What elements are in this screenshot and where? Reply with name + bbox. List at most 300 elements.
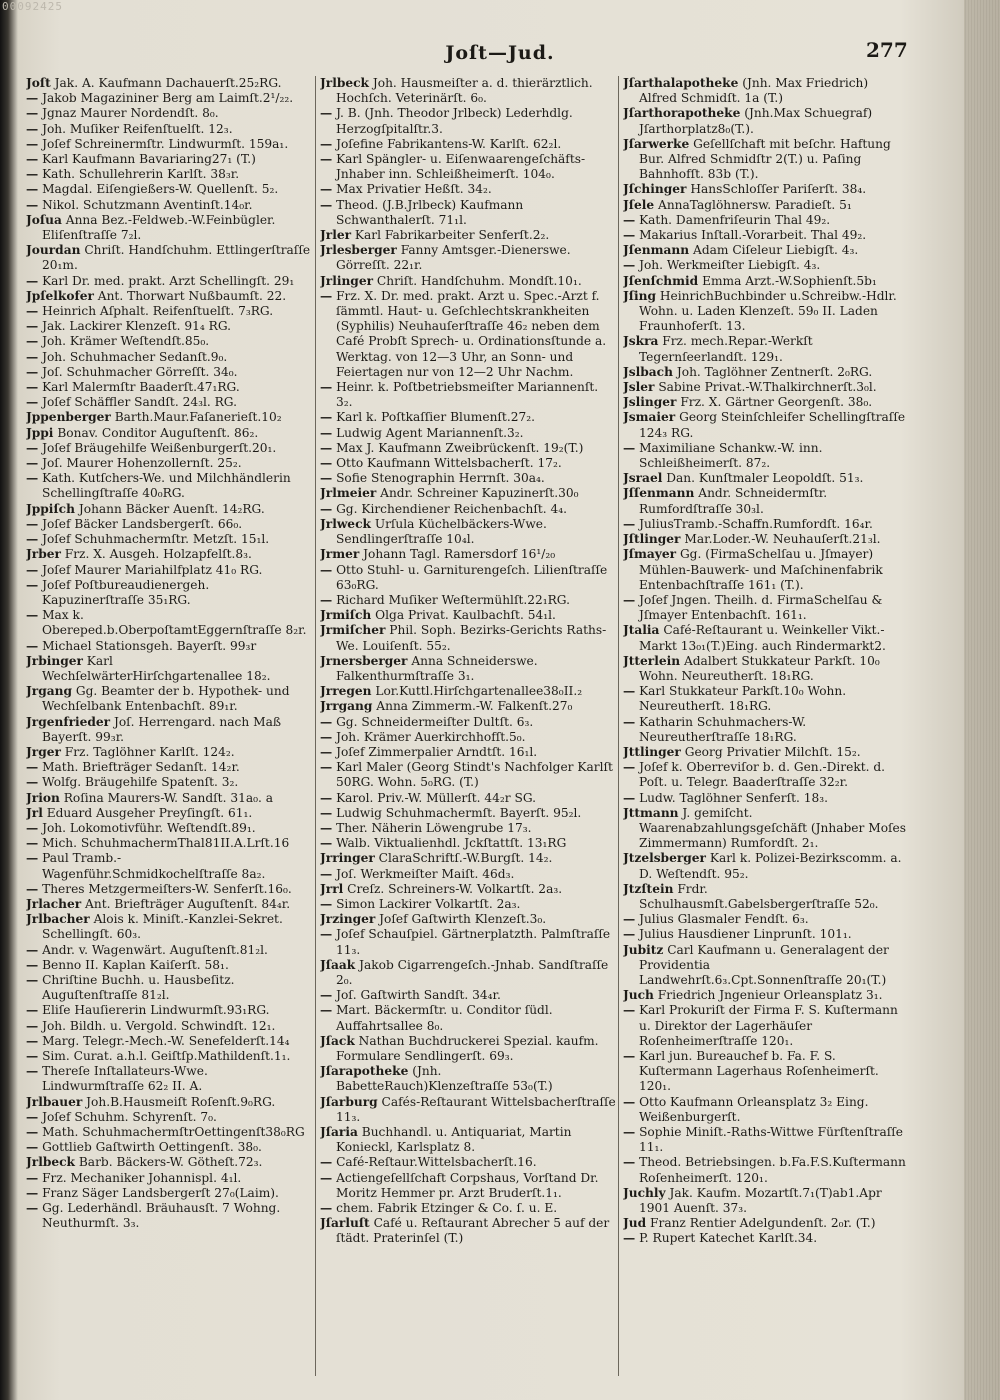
entry-surname: Jttlinger [623, 744, 681, 759]
entry-details: Creſz. Schreiners-W. Volkartſt. 2a₃. [347, 881, 563, 896]
entry-details: Makarius Inſtall.-Vorarbeit. Thal 49₂. [639, 228, 867, 243]
directory-entry [26, 1049, 312, 1064]
directory-entry [623, 806, 910, 852]
page-number: 277 [866, 38, 908, 62]
directory-entry [623, 1231, 910, 1246]
entry-details: Mar.Loder.-W. Neuhauſerſt.21₃l. [684, 532, 881, 547]
entry-details: Jakob Cigarrengeſch.-Jnhab. Sandſtraſſe 2₀. [336, 957, 609, 987]
entry-surname: — [26, 851, 39, 866]
entry-surname: Jſſenmann [623, 486, 695, 501]
entry-surname: — [26, 380, 39, 395]
entry-details: Simon Lackirer Volkartſt. 2a₃. [336, 896, 521, 911]
directory-entry [320, 897, 616, 912]
directory-entry [623, 243, 910, 258]
entry-details: Karl Malermſtr Baaderſt.47₁RG. [42, 380, 240, 395]
entry-details: Otto Stuhl- u. Garniturengeſch. Lilienſtraſſe 63₀RG. [336, 562, 608, 592]
entry-details: Karl Kaufmann Bavariaring27₁ (T.) [42, 152, 256, 167]
entry-surname: Jſmayer [623, 547, 677, 562]
entry-surname: — [320, 136, 333, 151]
entry-surname: Jrlmeier [320, 486, 377, 501]
entry-surname: — [320, 836, 333, 851]
entry-details: (Jnh. BabetteRauch)Klenzeſtraſſe 53₀(T.) [336, 1064, 553, 1094]
entry-details: Joh. Lokomotivführ. Weſtendſt.89₁. [42, 820, 256, 835]
entry-details: Math. Briefträger Sedanſt. 14₂r. [42, 760, 240, 775]
entry-surname: Jſaria [320, 1125, 358, 1140]
entry-surname: — [26, 577, 39, 592]
directory-entry [320, 608, 616, 623]
directory-entry [320, 791, 616, 806]
entry-details: Jakob Magazininer Berg am Laimſt.2¹/₂₂. [42, 91, 294, 106]
entry-details: Joſef Gaſtwirth Klenzeſt.3₀. [379, 912, 547, 927]
directory-entry [320, 228, 616, 243]
directory-entry [320, 1125, 616, 1155]
directory-entry [26, 836, 312, 851]
entry-details: Joſef Bäcker Landsbergerſt. 66₀. [42, 516, 243, 531]
entry-surname: — [320, 380, 333, 395]
directory-entry [26, 1186, 312, 1201]
entry-surname: — [320, 744, 333, 759]
entry-details: Bonav. Conditor Auguſtenſt. 86₂. [57, 425, 259, 440]
directory-entry [320, 1171, 616, 1201]
entry-surname: Jſarapotheke [320, 1064, 409, 1079]
entry-surname: — [26, 608, 39, 623]
directory-entry [26, 760, 312, 775]
directory-entry [320, 836, 616, 851]
entry-surname: — [623, 684, 636, 699]
directory-entry [623, 1125, 910, 1155]
entry-details: Andr. Schneidermſtr. Rumfordſtraſſe 30₃l. [639, 486, 828, 516]
entry-surname: — [320, 1003, 333, 1018]
entry-details: Julius Hausdiener Linprunſt. 101₁. [639, 927, 852, 942]
entry-details: Joſef Bräugehilfe Weißenburgerſt.20₁. [42, 440, 277, 455]
entry-surname: Jrber [26, 547, 61, 562]
entry-surname: — [26, 881, 39, 896]
entry-details: Ant. Briefträger Auguſtenſt. 84₄r. [85, 896, 291, 911]
entry-surname: Jrl [26, 805, 43, 820]
directory-entry [26, 791, 312, 806]
entry-details: Kath. Damenfriſeurin Thal 49₂. [639, 212, 831, 227]
entry-surname: Jppenberger [26, 410, 111, 425]
directory-entry [623, 106, 910, 136]
entry-surname: — [320, 714, 333, 729]
entry-surname: Jppiſch [26, 501, 75, 516]
directory-entry [623, 76, 910, 106]
entry-surname: — [26, 1049, 39, 1063]
entry-surname: Joſt [26, 76, 51, 90]
entry-surname: Jrlbacher [26, 912, 90, 927]
directory-entry [320, 289, 616, 380]
entry-details: Joh. Werkmeiſter Liebigſt. 4₃. [639, 258, 821, 273]
entry-details: J. gemiſcht. Waarenabzahlungsgeſchäft (Jnhaber Moſes Zimmermann) Rumfordſt. 2₁. [639, 805, 907, 851]
entry-surname: Jubitz [623, 942, 664, 957]
directory-entry [26, 973, 312, 1003]
entry-surname: — [26, 1018, 39, 1033]
entry-details: Johann Tagl. Ramersdorf 16¹/₂₀ [363, 547, 556, 562]
directory-entry [320, 410, 616, 425]
entry-surname: Jrnersberger [320, 653, 408, 668]
directory-entry [26, 943, 312, 958]
directory-entry [320, 380, 616, 410]
entry-surname: — [26, 121, 39, 136]
directory-entry [26, 471, 312, 501]
directory-entry [320, 927, 616, 957]
entry-details: Chriſtine Buchh. u. Hausbeſitz. Auguſtenſtraſſe 81₂l. [42, 972, 235, 1003]
column-rule [618, 76, 619, 1376]
entry-details: HansSchloſſer Pariſerſt. 38₄. [690, 182, 867, 197]
entry-surname: — [320, 288, 333, 303]
entry-surname: — [623, 1049, 636, 1063]
directory-entry [623, 532, 910, 547]
entry-surname: — [623, 1125, 636, 1140]
directory-entry [623, 258, 910, 273]
entry-details: Joh. Bildh. u. Vergold. Schwindſt. 12₁. [42, 1018, 276, 1033]
directory-entry [26, 122, 312, 137]
entry-details: Karl Stukkateur Parkſt.10₀ Wohn. Neureutherſt. 18₁RG. [639, 684, 847, 714]
entry-surname: — [26, 775, 39, 790]
entry-details: Joſ. Werkmeiſter Maiſt. 46d₃. [336, 866, 515, 881]
directory-entry [320, 547, 616, 562]
directory-entry [320, 182, 616, 197]
directory-entry [623, 654, 910, 684]
entry-surname: Jsler [623, 380, 655, 395]
directory-entry [320, 137, 616, 152]
entry-details: Theres Metzgermeiſters-W. Senferſt.16₀. [42, 881, 292, 896]
entry-details: Mart. Bäckermſtr. u. Conditor ſüdl. Auffahrtsallee 8₀. [336, 1003, 553, 1033]
directory-entry [320, 471, 616, 486]
entry-details: Thereſe Inſtallateurs-Wwe. Lindwurmſtraſſe 62₂ II. A. [42, 1064, 208, 1094]
directory-entry [26, 213, 312, 243]
directory-entry [26, 1003, 312, 1018]
entry-details: J. B. (Jnh. Theodor Jrlbeck) Lederhdlg. Herzogſpitalſtr.3. [336, 106, 573, 136]
entry-surname: Jrrl [320, 881, 344, 896]
entry-details: Jak. Kaufm. Mozartſt.7₁(T)ab1.Apr 1901 Auenſt. 37₃. [639, 1185, 882, 1216]
entry-details: Joſef Schäffler Sandſt. 24₃l. RG. [42, 395, 237, 410]
entry-surname: — [623, 760, 636, 775]
entry-surname: — [320, 440, 333, 455]
entry-details: Michael Stationsgeh. Bayerſt. 99₃r [42, 638, 257, 653]
entry-details: Joſefine Fabrikantens-W. Karlſt. 62₂l. [336, 136, 562, 151]
entry-details: Andr. Schreiner Kapuzinerſt.30₀ [380, 486, 579, 501]
entry-surname: — [26, 197, 39, 212]
entry-surname: — [623, 212, 636, 227]
entry-surname: — [623, 912, 636, 927]
entry-details: Joſef Schreinermſtr. Lindwurmſt. 159a₁. [42, 136, 289, 151]
entry-details: Joh. Schuhmacher Sedanſt.9₀. [42, 349, 228, 364]
entry-details: Karl k. Polizei-Bezirkscomm. a. D. Weſtendſt. 95₂. [639, 851, 902, 881]
entry-details: Café u. Reſtaurant Abrecher 5 auf der ſtädt. Praterinſel (T.) [336, 1216, 610, 1246]
entry-details: Joſef Schauſpiel. Gärtnerplatzth. Palmſtraſſe 11₃. [336, 927, 611, 957]
directory-entry [623, 395, 910, 410]
entry-surname: — [26, 972, 39, 987]
entry-details: Gottlieb Gaſtwirth Oettingenſt. 38₀. [42, 1140, 262, 1155]
entry-details: Heinrich Aſphalt. Reifenſtuelſt. 7₃RG. [42, 304, 274, 319]
entry-details: Anna Zimmerm.-W. Falkenſt.27₀ [376, 699, 573, 714]
directory-entry [320, 745, 616, 760]
entry-details: Anna Schneiderswe. Falkenthurmſtraſſe 3₁. [336, 653, 538, 683]
directory-entry [320, 486, 616, 501]
entry-surname: Jſarburg [320, 1094, 378, 1109]
entry-details: Alois k. Miniſt.-Kanzlei-Sekret. Schellingſt. 60₃. [42, 912, 283, 942]
entry-details: Wolfg. Bräugehilfe Spatenſt. 3₂. [42, 775, 239, 790]
directory-entry [26, 517, 312, 532]
directory-entry [320, 654, 616, 684]
entry-surname: — [623, 228, 636, 243]
entry-details: Ludwig Schuhmachermſt. Bayerſt. 95₂l. [336, 805, 582, 820]
directory-entry [320, 867, 616, 882]
directory-entry [26, 456, 312, 471]
directory-entry [26, 91, 312, 106]
directory-entry [623, 684, 910, 714]
entry-details: Café-Reſtaur.Wittelsbacherſt.16. [336, 1155, 537, 1170]
entry-details: Franz Säger Landsbergerſt 27₀(Laim). [42, 1185, 279, 1200]
entry-surname: Jtterlein [623, 653, 681, 668]
directory-entry [623, 441, 910, 471]
entry-details: Cafés-Reſtaurant Wittelsbacherſtraſſe 11₃. [336, 1094, 616, 1124]
directory-entry [623, 882, 910, 912]
entry-details: Kath. Schullehrerin Karlſt. 38₃r. [42, 167, 240, 182]
entry-details: Gg. Schneidermeiſter Dultſt. 6₃. [336, 714, 534, 729]
entry-details: JuliusTramb.-Schaffn.Rumfordſt. 16₄r. [639, 516, 873, 531]
entry-surname: Jrlweck [320, 516, 371, 531]
entry-surname: — [320, 866, 333, 881]
entry-surname: — [26, 273, 39, 288]
entry-details: Adam Ciſeleur Liebigſt. 4₃. [693, 243, 859, 258]
entry-surname: Jtalia [623, 623, 660, 638]
entry-surname: Jſack [320, 1033, 355, 1048]
entry-details: Maximiliane Schankw.-W. inn. Schleißheimerſt. 87₂. [639, 440, 823, 471]
entry-surname: Jſarthorapotheke [623, 106, 741, 121]
directory-entry [623, 137, 910, 183]
entry-details: Karl jun. Bureauchef b. Fa. F. S. Kuſtermann Lagerhaus Roſenheimerſt. 120₁. [639, 1049, 879, 1094]
entry-details: Frz. X. Gärtner Georgenſt. 38₀. [680, 395, 873, 410]
entry-details: Café-Reſtaurant u. Weinkeller Vikt.-Markt 13₀₁(T.)Eing. auch Rindermarkt2. [639, 623, 886, 653]
entry-details: Joh. Hausmeiſter a. d. thierärztlich. Hochſch. Veterinärſt. 6₀. [336, 76, 593, 106]
entry-surname: — [320, 410, 333, 425]
directory-entry [26, 684, 312, 714]
entry-details: Jak. Lackirer Klenzeſt. 91₄ RG. [42, 319, 232, 334]
directory-entry [26, 1171, 312, 1186]
directory-entry [623, 198, 910, 213]
entry-details: Karl Fabrikarbeiter Senferſt.2₂. [354, 228, 550, 243]
entry-surname: — [623, 1231, 636, 1246]
directory-entry [320, 851, 616, 866]
directory-entry [623, 471, 910, 486]
entry-details: Max J. Kaufmann Zweibrückenſt. 19₂(T.) [336, 440, 584, 455]
entry-surname: — [26, 1201, 39, 1216]
entry-details: Karl k. Poſtkaſſier Blumenſt.27₂. [336, 410, 535, 425]
entry-surname: — [320, 197, 333, 212]
entry-surname: Jpſelkofer [26, 288, 94, 303]
column-1 [26, 76, 312, 1388]
entry-surname: Jourdan [26, 243, 81, 258]
entry-details: Walb. Viktualienhdl. Jckſtattſt. 13₁RG [336, 836, 567, 851]
entry-surname: Jrgenfrieder [26, 714, 111, 729]
entry-details: Joh. Muſiker Reifenſtuelſt. 12₃. [42, 121, 233, 136]
directory-entry [26, 1095, 312, 1110]
entry-details: Friedrich Jngenieur Orleansplatz 3₁. [657, 988, 883, 1003]
entry-surname: — [623, 927, 636, 942]
entry-details: Mich. SchuhmachermThal81II.A.Lrſt.16 [42, 836, 290, 851]
entry-details: AnnaTaglöhnersw. Paradieſt. 5₁ [658, 197, 852, 212]
directory-entry [623, 851, 910, 881]
directory-entry [320, 198, 616, 228]
entry-surname: — [26, 304, 39, 319]
entry-surname: Jſchinger [623, 182, 687, 197]
entry-surname: Jrlbauer [26, 1094, 83, 1109]
entry-surname: — [623, 1094, 636, 1109]
directory-entry [320, 517, 616, 547]
entry-details: ClaraSchriftſ.-W.Burgſt. 14₂. [378, 851, 553, 866]
entry-surname: — [26, 1170, 39, 1185]
entry-details: Emma Arzt.-W.Sophienſt.5b₁ [702, 273, 877, 288]
directory-entry [623, 486, 910, 516]
directory-entry [623, 410, 910, 440]
directory-entry [623, 593, 910, 623]
directory-entry [26, 851, 312, 881]
entry-surname: Juch [623, 988, 654, 1003]
directory-entry [26, 912, 312, 942]
entry-details: Fanny Amtsger.-Dienerswe. Görreſſt. 22₁r. [336, 243, 571, 273]
entry-details: Karl Prokuriſt der Firma F. S. Kuſtermann u. Direktor der Lagerhäuſer Roſenheimerſtraſſe 120₁. [639, 1003, 898, 1048]
entry-details: Julius Glasmaler Fendſt. 6₃. [639, 912, 809, 927]
entry-surname: Jslinger [623, 395, 677, 410]
directory-entry [26, 578, 312, 608]
entry-surname: Jſarwerke [623, 136, 690, 151]
entry-surname: — [320, 592, 333, 607]
entry-surname: Jrrgang [320, 699, 373, 714]
entry-surname: Jſenmann [623, 243, 690, 258]
directory-entry [26, 441, 312, 456]
running-head: Joſt—Jud. [445, 42, 555, 64]
entry-details: Eduard Ausgeher Preyſingſt. 61₁. [46, 805, 253, 820]
directory-entry [320, 806, 616, 821]
directory-entry [26, 365, 312, 380]
entry-details: Barb. Bäckers-W. Götheſt.72₃. [78, 1155, 263, 1170]
entry-surname: — [320, 790, 333, 805]
directory-entry [26, 106, 312, 121]
directory-entry [320, 502, 616, 517]
directory-entry [320, 1216, 616, 1246]
entry-surname: — [26, 334, 39, 349]
directory-entry [623, 228, 910, 243]
entry-details: Kath. Kutſchers-We. und Milchhändlerin Schellingſtraſſe 40₀RG. [42, 471, 291, 501]
entry-surname: Jrion [26, 790, 60, 805]
directory-entry [623, 760, 910, 790]
entry-surname: Jud [623, 1216, 647, 1231]
entry-details: Joſef Zimmerpalier Arndtſt. 16₁l. [336, 744, 538, 759]
entry-surname: — [623, 1155, 636, 1170]
directory-entry [320, 441, 616, 456]
directory-entry [26, 137, 312, 152]
directory-entry [26, 334, 312, 349]
entry-details: Sophie Miniſt.-Raths-Wittwe Fürſtenſtraſſe 11₁. [639, 1125, 903, 1155]
entry-surname: Jtzelsberger [623, 851, 706, 866]
directory-entry [26, 350, 312, 365]
entry-surname: — [320, 1201, 333, 1216]
entry-details: Joſef Jngen. Theilh. d. FirmaSchelſau & Jſmayer Entenbachſt. 161₁. [639, 592, 883, 623]
entry-surname: — [26, 1109, 39, 1124]
entry-surname: — [26, 136, 39, 151]
directory-entry [320, 106, 616, 136]
entry-surname: — [26, 456, 39, 471]
directory-entry [26, 426, 312, 441]
entry-surname: Jrmiſch [320, 608, 372, 623]
directory-entry [320, 1064, 616, 1094]
entry-surname: — [26, 1003, 39, 1018]
entry-details: Joh.B.Hausmeiſt Roſenſt.9₀RG. [86, 1094, 276, 1109]
entry-surname: — [26, 760, 39, 775]
entry-details: Joſef Schuhm. Schyrenſt. 7₀. [42, 1109, 217, 1124]
directory-entry [623, 1216, 910, 1231]
directory-entry [320, 1155, 616, 1170]
entry-surname: Jslbach [623, 364, 673, 379]
directory-entry [26, 1064, 312, 1094]
entry-surname: Jrgang [26, 684, 72, 699]
entry-details: Joh. Krämer Weſtendſt.85₀. [42, 334, 210, 349]
directory-entry [26, 821, 312, 836]
entry-surname: Jsrael [623, 471, 663, 486]
directory-entry [320, 1034, 616, 1064]
directory-entry [623, 213, 910, 228]
entry-details: Chriſt. Handſchuhm. Mondſt.10₁. [376, 273, 582, 288]
directory-entry [320, 715, 616, 730]
entry-surname: — [320, 425, 333, 440]
entry-details: Gg. (FirmaSchelſau u. Jſmayer) Mühlen-Bauwerk- und Maſchinenfabrik Entenbachſtraſſe 161₁ (T.). [639, 547, 883, 592]
entry-details: Jak. A. Kaufmann Dachauerſt.25₂RG. [54, 76, 282, 90]
directory-entry [26, 547, 312, 562]
entry-details: Joſef Maurer Mariahilfplatz 41₀ RG. [42, 562, 263, 577]
directory-entry [320, 684, 616, 699]
directory-entry [320, 152, 616, 182]
column-2 [320, 76, 616, 1388]
entry-surname: — [26, 471, 39, 486]
directory-entry [623, 1049, 910, 1095]
directory-entry [623, 274, 910, 289]
entry-surname: Jskra [623, 334, 659, 349]
directory-entry [623, 182, 910, 197]
entry-surname: Jſarluſt [320, 1216, 370, 1231]
entry-details: Otto Kaufmann Orleansplatz 3₂ Eing. Weißenburgerſt. [639, 1094, 869, 1124]
entry-surname: Jrringer [320, 851, 375, 866]
entry-surname: Jppi [26, 425, 54, 440]
entry-details: Ludw. Taglöhner Senferſt. 18₃. [639, 790, 829, 805]
entry-details: Max k. Obereped.b.OberpoſtamtEggernſtraſſe 8₂r. [42, 608, 307, 638]
entry-surname: — [320, 760, 333, 775]
directory-entry [320, 912, 616, 927]
entry-details: Karl Maler (Georg Stindt's Nachfolger Karlſt 50RG. Wohn. 5₀RG. (T.) [336, 760, 613, 790]
directory-entry [26, 745, 312, 760]
entry-details: Joſ. Herrengard. nach Maß Bayerſt. 99₃r. [42, 714, 281, 744]
directory-entry [26, 243, 312, 273]
entry-details: Joſ. Maurer Hohenzollernſt. 25₂. [42, 456, 242, 471]
directory-entry [623, 1186, 910, 1216]
directory-entry [623, 365, 910, 380]
entry-details: Frz. Taglöhner Karlſt. 124₂. [64, 744, 235, 759]
entry-surname: — [26, 942, 39, 957]
directory-entry [320, 593, 616, 608]
directory-entry [26, 167, 312, 182]
entry-surname: — [320, 805, 333, 820]
directory-entry [26, 182, 312, 197]
entry-surname: Jrlacher [26, 896, 82, 911]
directory-entry [26, 1155, 312, 1170]
directory-entry [26, 958, 312, 973]
entry-details: Olga Privat. Kaulbachſt. 54₁l. [375, 608, 556, 623]
entry-details: Ther. Näherin Löwengrube 17₃. [336, 820, 532, 835]
entry-details: Joh. Krämer Auerkirchhofſt.5₀. [336, 729, 526, 744]
directory-entry [26, 1140, 312, 1155]
directory-entry [26, 1201, 312, 1231]
